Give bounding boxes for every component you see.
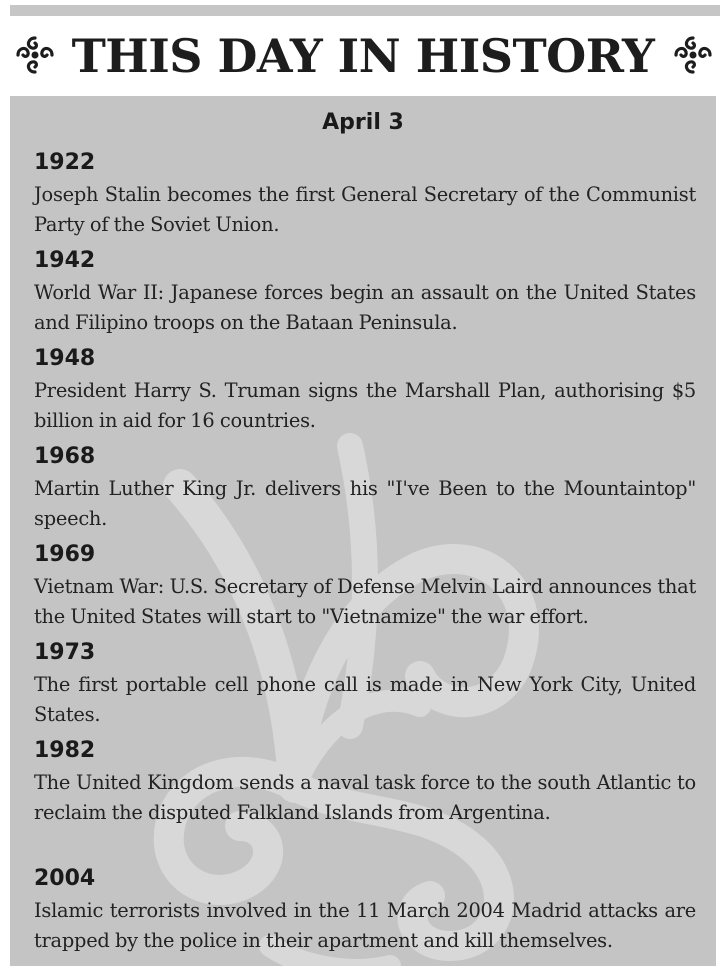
event-text: Islamic terrorists involved in the 11 March 2004 Madrid attacks are trapped by the police in their apartment and kill themselves. bbox=[34, 899, 696, 952]
event-item bbox=[34, 344, 696, 435]
flourish-ornament-icon bbox=[672, 34, 714, 76]
event-text: The first portable cell phone call is made in New York City, United States. bbox=[34, 673, 696, 726]
event-item bbox=[34, 540, 696, 631]
event-text: Vietnam War: U.S. Secretary of Defense Melvin Laird announces that the United States will start to "Vietnamize" the war effort. bbox=[34, 575, 696, 628]
event-year: 1982 bbox=[34, 738, 96, 763]
event-year: 2004 bbox=[34, 866, 96, 891]
event-year: 1922 bbox=[34, 150, 96, 175]
event-text: World War II: Japanese forces begin an assault on the United States and Filipino troops on the Bataan Peninsula. bbox=[34, 281, 696, 334]
header bbox=[0, 18, 726, 94]
event-item bbox=[34, 246, 696, 337]
events-content bbox=[10, 96, 716, 966]
content-panel bbox=[10, 96, 716, 966]
event-item bbox=[34, 864, 696, 955]
event-year: 1973 bbox=[34, 640, 96, 665]
event-text: The United Kingdom sends a naval task force to the south Atlantic to reclaim the disputed Falkland Islands from Argentina. bbox=[34, 771, 696, 824]
flourish-ornament-icon bbox=[14, 34, 56, 76]
event-item bbox=[34, 638, 696, 729]
event-text: Martin Luther King Jr. delivers his "I've Been to the Mountaintop" speech. bbox=[34, 477, 696, 530]
date-heading: April 3 bbox=[322, 110, 404, 135]
event-year: 1969 bbox=[34, 542, 96, 567]
event-text: President Harry S. Truman signs the Marshall Plan, authorising $5 billion in aid for 16 countries. bbox=[34, 379, 696, 432]
event-item bbox=[34, 148, 696, 239]
event-text: Joseph Stalin becomes the first General Secretary of the Communist Party of the Soviet Union. bbox=[34, 183, 696, 236]
right-margin bbox=[716, 96, 726, 966]
event-year: 1948 bbox=[34, 346, 96, 371]
page-title: THIS DAY IN HISTORY bbox=[71, 29, 655, 83]
event-year: 1968 bbox=[34, 444, 96, 469]
event-item bbox=[34, 442, 696, 533]
event-year: 1942 bbox=[34, 248, 96, 273]
event-item bbox=[34, 736, 696, 827]
top-rule bbox=[10, 5, 720, 16]
